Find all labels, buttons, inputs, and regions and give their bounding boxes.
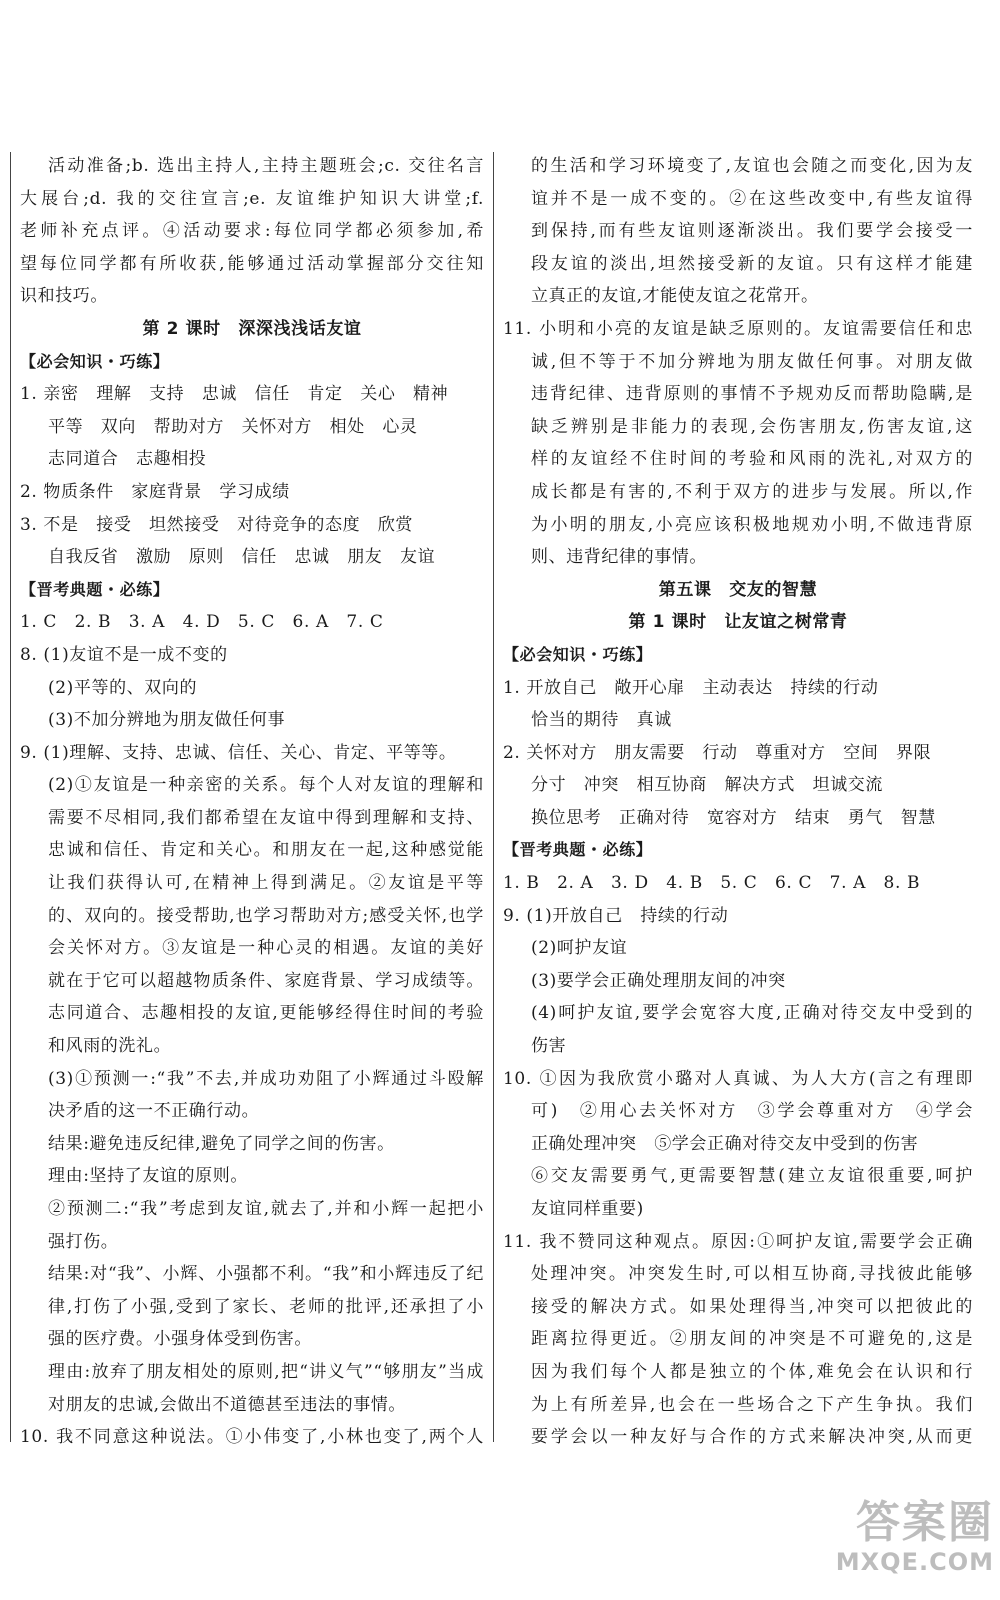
left-margin-rule bbox=[10, 152, 11, 1442]
text-line: (3)①预测一:“我”不去,并成功劝阻了小辉通过斗殴解 bbox=[48, 1068, 484, 1089]
text-line: 接受的解决方式。如果处理得当,冲突可以把彼此的 bbox=[531, 1296, 973, 1317]
text-line: 理由:放弃了朋友相处的原则,把“讲义气”“够朋友”当成 bbox=[48, 1361, 484, 1382]
text-line: (3)不加分辨地为朋友做任何事 bbox=[48, 710, 286, 731]
text-line: 缺乏辨别是非能力的表现,会伤害朋友,伤害友谊,这 bbox=[531, 416, 973, 437]
text-line: 为小明的朋友,小亮应该积极地规劝小明,不做违背原 bbox=[531, 514, 973, 535]
text-line: 1. 开放自己 敞开心扉 主动表达 持续的行动 bbox=[503, 677, 879, 698]
text-line: 段友谊的淡出,坦然接受新的友谊。只有这样才能建 bbox=[531, 253, 973, 274]
text-line: 志同道合 志趣相投 bbox=[48, 449, 207, 470]
text-line: 和风雨的洗礼。 bbox=[48, 1036, 172, 1057]
text-line: 距离拉得更近。②朋友间的冲突是不可避免的,这是 bbox=[531, 1329, 973, 1350]
watermark-url: MXQE.COM bbox=[835, 1548, 994, 1576]
text-line: 让我们获得认可,在精神上得到满足。②友谊是平等 bbox=[48, 873, 484, 894]
text-line: 10. ①因为我欣赏小璐对人真诚、为人大方(言之有理即 bbox=[503, 1068, 973, 1089]
text-line: 需要不尽相同,我们都希望在友谊中得到理解和支持、 bbox=[48, 807, 484, 828]
text-line: 违背纪律、违背原则的事情不予规劝反而帮助隐瞒,是 bbox=[531, 384, 973, 405]
text-line: 平等 双向 帮助对方 关怀对方 相处 心灵 bbox=[48, 416, 418, 437]
text-line: 自我反省 激励 原则 信任 忠诚 朋友 友谊 bbox=[48, 547, 436, 568]
text-line: 1. C 2. B 3. A 4. D 5. C 6. A 7. C bbox=[20, 612, 384, 633]
text-line: 理由:坚持了友谊的原则。 bbox=[48, 1166, 248, 1187]
text-line: 伤害 bbox=[531, 1036, 567, 1057]
section-label: 【必会知识・巧练】 bbox=[20, 351, 170, 371]
text-line: 恰当的期待 真诚 bbox=[531, 710, 672, 731]
text-line: 诚,但不等于不加分辨地为朋友做任何事。对朋友做 bbox=[531, 351, 973, 372]
text-line: 志同道合、志趣相投的友谊,更能够经得住时间的考验 bbox=[48, 1003, 484, 1024]
section-label: 【晋考典题・必练】 bbox=[20, 579, 170, 599]
text-line: 9. (1)开放自己 持续的行动 bbox=[503, 905, 729, 926]
text-line: 立真正的友谊,才能使友谊之花常开。 bbox=[531, 286, 819, 307]
text-line: 2. 关怀对方 朋友需要 行动 尊重对方 空间 界限 bbox=[503, 742, 932, 763]
text-line: 要学会以一种友好与合作的方式来解决冲突,从而更 bbox=[531, 1427, 973, 1448]
watermark-glyphs: 答案圈 bbox=[856, 1497, 994, 1548]
text-line: 2. 物质条件 家庭背景 学习成绩 bbox=[20, 481, 290, 502]
text-line: 友谊同样重要) bbox=[531, 1199, 644, 1219]
text-line: 强的医疗费。小强身体受到伤害。 bbox=[48, 1329, 312, 1350]
text-line: 律,打伤了小强,受到了家长、老师的批评,还承担了小 bbox=[48, 1296, 484, 1317]
text-line: 会关怀对方。③友谊是一种心灵的相遇。友谊的美好 bbox=[48, 938, 484, 959]
text-line: 的、双向的。接受帮助,也学习帮助对方;感受关怀,也学 bbox=[48, 905, 484, 926]
text-line: 成长都是有害的,不利于双方的进步与发展。所以,作 bbox=[531, 481, 973, 502]
text-line: 决矛盾的这一不正确行动。 bbox=[48, 1101, 260, 1122]
text-line: 9. (1)理解、支持、忠诚、信任、关心、肯定、平等等。 bbox=[20, 742, 457, 763]
text-line: 则、违背纪律的事情。 bbox=[531, 547, 707, 568]
text-line: 老师补充点评。④活动要求:每位同学都必须参加,希 bbox=[20, 221, 484, 242]
text-line: 识和技巧。 bbox=[20, 286, 108, 307]
text-line: 换位思考 正确对待 宽容对方 结束 勇气 智慧 bbox=[531, 807, 936, 828]
lesson-heading: 第 1 课时 让友谊之树常青 bbox=[628, 612, 848, 633]
text-line: 谊并不是一成不变的。②在这些改变中,有些友谊得 bbox=[531, 188, 973, 209]
text-line: 可) ②用心去关怀对方 ③学会尊重对方 ④学会 bbox=[531, 1101, 973, 1122]
section-label: 【晋考典题・必练】 bbox=[503, 840, 653, 860]
text-line: 就在于它可以超越物质条件、家庭背景、学习成绩等。 bbox=[48, 970, 484, 991]
text-line: 结果:对“我”、小辉、小强都不利。“我”和小辉违反了纪 bbox=[48, 1264, 484, 1285]
text-line: 对朋友的忠诚,会做出不道德甚至违法的事情。 bbox=[48, 1394, 407, 1415]
text-line: 忠诚和信任、肯定和关心。和朋友在一起,这种感觉能 bbox=[48, 840, 484, 861]
text-line: (2)①友谊是一种亲密的关系。每个人对友谊的理解和 bbox=[48, 775, 484, 796]
text-line: 为上有所差异,也会在一些场合之下产生争执。我们 bbox=[531, 1394, 973, 1415]
text-line: 3. 不是 接受 坦然接受 对待竞争的态度 欣赏 bbox=[20, 514, 414, 535]
text-line: 8. (1)友谊不是一成不变的 bbox=[20, 644, 228, 665]
text-line: 处理冲突。冲突发生时,可以相互协商,寻找彼此能够 bbox=[531, 1264, 973, 1285]
text-line: 到保持,而有些友谊则逐渐淡出。我们要学会接受一 bbox=[531, 221, 973, 242]
column-divider bbox=[493, 152, 494, 1442]
text-line: 的生活和学习环境变了,友谊也会随之而变化,因为友 bbox=[531, 156, 973, 176]
text-line: ⑥交友需要勇气,更需要智慧(建立友谊很重要,呵护 bbox=[531, 1166, 973, 1187]
watermark-logo bbox=[784, 1498, 994, 1588]
text-line: 1. 亲密 理解 支持 忠诚 信任 肯定 关心 精神 bbox=[20, 384, 449, 405]
text-line: 强打伤。 bbox=[48, 1231, 119, 1252]
text-line: 正确处理冲突 ⑤学会正确对待交友中受到的伤害 bbox=[531, 1133, 919, 1154]
right-column bbox=[503, 150, 973, 1454]
text-line: 1. B 2. A 3. D 4. B 5. C 6. C 7. A 8. B bbox=[503, 873, 921, 894]
text-line: 11. 小明和小亮的友谊是缺乏原则的。友谊需要信任和忠 bbox=[503, 318, 973, 339]
section-label: 【必会知识・巧练】 bbox=[503, 644, 653, 664]
text-line: (2)平等的、双向的 bbox=[48, 677, 198, 698]
text-line: 样的友谊经不住时间的考验和风雨的洗礼,对双方的 bbox=[531, 449, 973, 470]
text-line: (2)呵护友谊 bbox=[531, 938, 628, 959]
text-line: (4)呵护友谊,要学会宽容大度,正确对待交友中受到的 bbox=[531, 1003, 973, 1024]
text-line: ②预测二:“我”考虑到友谊,就去了,并和小辉一起把小 bbox=[48, 1199, 484, 1219]
text-line: 望每位同学都有所收获,能够通过活动掌握部分交往知 bbox=[20, 253, 484, 274]
text-line: 10. 我不同意这种说法。①小伟变了,小林也变了,两个人 bbox=[20, 1427, 484, 1448]
text-line: 大展台;d. 我的交往宣言;e. 友谊维护知识大讲堂;f. bbox=[20, 188, 484, 209]
text-line: 因为我们每个人都是独立的个体,难免会在认识和行 bbox=[531, 1361, 973, 1382]
text-line: 结果:避免违反纪律,避免了同学之间的伤害。 bbox=[48, 1133, 395, 1154]
lesson-heading: 第 2 课时 深深浅浅话友谊 bbox=[142, 318, 362, 339]
left-column bbox=[20, 150, 484, 1454]
text-line: 活动准备;b. 选出主持人,主持主题班会;c. 交往名言 bbox=[48, 156, 484, 176]
lesson-heading: 第五课 交友的智慧 bbox=[658, 579, 818, 600]
text-line: 11. 我不赞同这种观点。原因:①呵护友谊,需要学会正确 bbox=[503, 1231, 973, 1252]
text-line: 分寸 冲突 相互协商 解决方式 坦诚交流 bbox=[531, 775, 883, 796]
text-line: (3)要学会正确处理朋友间的冲突 bbox=[531, 970, 786, 991]
